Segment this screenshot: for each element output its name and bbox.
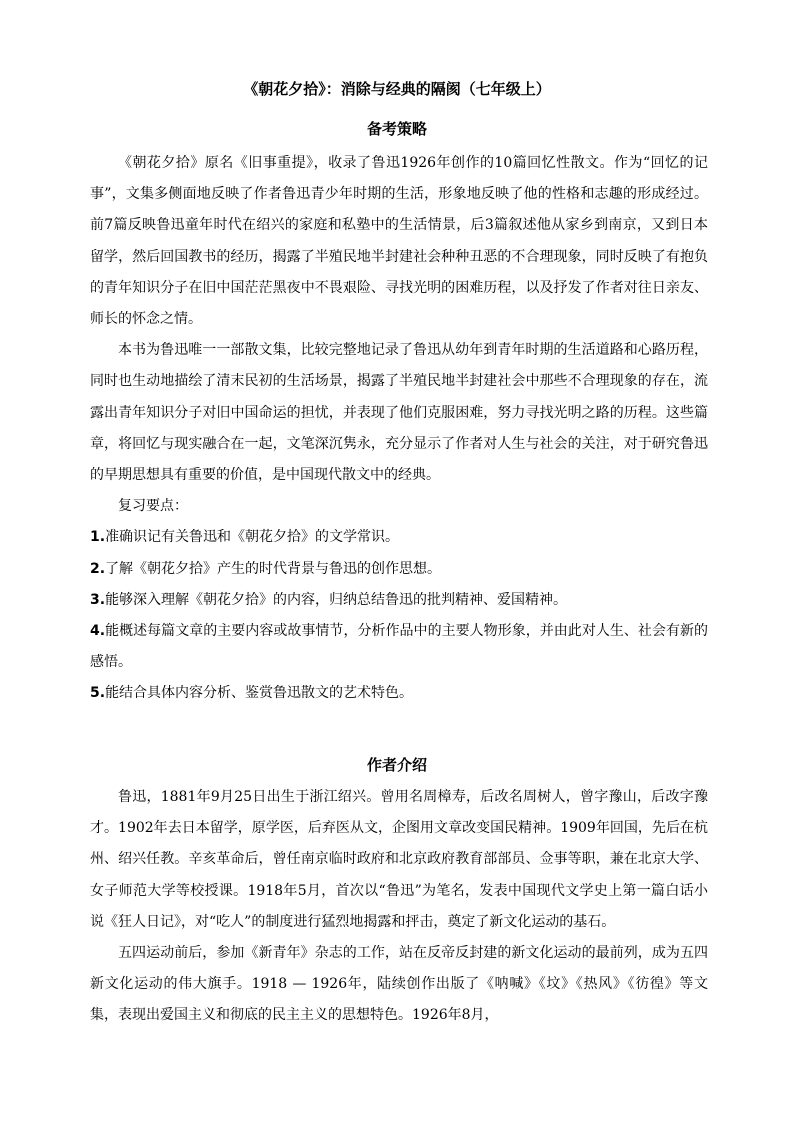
review-point-text: 能够深入理解《朝花夕拾》的内容，归纳总结鲁迅的批判精神、爱国精神。	[105, 591, 568, 608]
review-point-item	[90, 678, 708, 709]
review-point-item	[90, 554, 708, 585]
review-point-text: 了解《朝花夕拾》产生的时代背景与鲁迅的创作思想。	[105, 560, 442, 577]
review-point-number: 1.	[90, 529, 106, 546]
review-point-item	[90, 616, 708, 678]
section-body-strategy	[90, 148, 708, 710]
review-point-item	[90, 585, 708, 616]
review-point-text: 能结合具体内容分析、鉴赏鲁迅散文的艺术特色。	[105, 685, 414, 702]
review-point-text: 能概述每篇文章的主要内容或故事情节，分析作品中的主要人物形象，并由此对人生、社会有新的感悟。	[90, 623, 708, 671]
document-title: 《朝花夕拾》：消除与经典的隔阂（七年级上）	[243, 80, 551, 98]
review-point-number: 5.	[90, 685, 106, 702]
paragraph-significance: 本书为鲁迅唯一一部散文集，比较完整地记录了鲁迅从幼年到青年时期的生活道路和心路历程，同时也生动地描绘了清末民初的生活场景，揭露了半殖民地半封建社会中那些不合理现象的存在，流露出青年知识分子对旧中国命运的担忧，并表现了他们克服困难，努力寻找光明之路的历程。这些篇章，将回忆与现实融合在一起，文笔深沉隽永，充分显示了作者对人生与社会的关注，对于研究鲁迅的早期思想具有重要的价值，是中国现代散文中的经典。	[90, 342, 708, 484]
review-point-number: 2.	[90, 560, 106, 577]
paragraph-review-points-label: 复习要点：	[118, 498, 188, 515]
paragraph-author-bio: 鲁迅，1881年9月25日出生于浙江绍兴。曾用名周樟寿，后改名周树人，曾字豫山，后改字豫才。1902年去日本留学，原学医，后弃医从文，企图用文章改变国民精神。1909年回国，先后在杭州、绍兴任教。辛亥革命后，曾任南京临时政府和北京政府教育部部员、佥事等职，兼在北京大学、女子师范大学等校授课。1918年5月，首次以“鲁迅”为笔名，发表中国现代文学史上第一篇白话小说《狂人日记》，对“吃人”的制度进行猛烈地揭露和抨击，奠定了新文化运动的基石。	[90, 789, 708, 930]
paragraph-author-may-fourth: 五四运动前后，参加《新青年》杂志的工作，站在反帝反封建的新文化运动的最前列，成为五四新文化运动的伟大旗手。1918 — 1926年，陆续创作出版了《呐喊》《坟》《热风》《彷徨》等文集，表现出爱国主义和彻底的民主主义的思想特色。1926年8月，	[90, 945, 708, 1024]
section-heading-author: 作者介绍	[366, 756, 427, 774]
review-point-number: 4.	[90, 623, 106, 640]
review-point-text: 准确识记有关鲁迅和《朝花夕拾》的文学常识。	[105, 529, 400, 546]
section-body-author	[90, 782, 708, 1032]
review-point-item	[90, 522, 708, 553]
section-heading-strategy: 备考策略	[366, 120, 427, 138]
review-point-number: 3.	[90, 591, 106, 608]
paragraph-intro: 《朝花夕拾》原名《旧事重提》，收录了鲁迅1926年创作的10篇回忆性散文。作为“回忆的记事”，文集多侧面地反映了作者鲁迅青少年时期的生活，形象地反映了他的性格和志趣的形成经过。前7篇反映鲁迅童年时代在绍兴的家庭和私塾中的生活情景，后3篇叙述他从家乡到南京，又到日本留学，然后回国教书的经历，揭露了半殖民地半封建社会种种丑恶的不合理现象，同时反映了有抱负的青年知识分子在旧中国茫茫黑夜中不畏艰险、寻找光明的困难历程，以及抒发了作者对往日亲友、师长的怀念之情。	[90, 155, 708, 328]
